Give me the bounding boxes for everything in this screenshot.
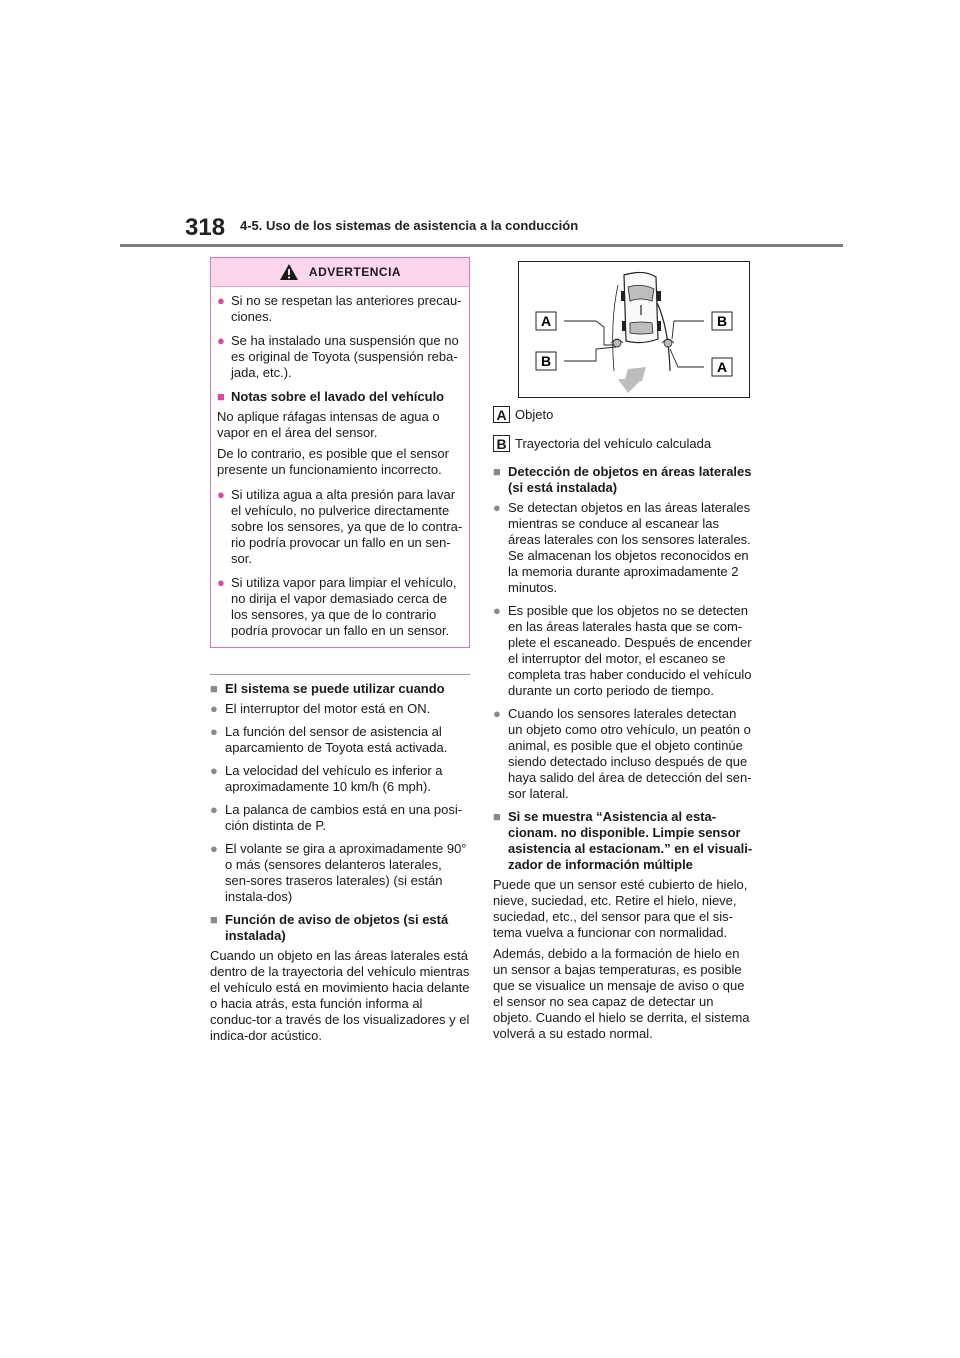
list-item: [210, 802, 470, 834]
list-item: [210, 841, 470, 905]
left-column: [210, 257, 470, 1049]
warning-header: [211, 258, 469, 287]
car-icon: [621, 272, 661, 342]
warning-paragraph: De lo contrario, es posible que el sensor presente un funcionamiento incorrecto.: [217, 446, 449, 477]
bullet-icon: ●: [210, 763, 218, 778]
warning-item-text: Si no se respetan las anteriores precau-ciones.: [231, 293, 462, 324]
list-item-text: Se detectan objetos en las áreas laterales mientras se conduce al escanear las áreas laterales con los sensores laterales. Se almacenan los objetos reconocidos en la memoria durante aproximadamente 2 minutos.: [508, 500, 751, 595]
section-paragraph: Además, debido a la formación de hielo en un sensor a bajas temperaturas, es posible que se visualice un mensaje de aviso o que el sensor no sea capaz de detectar un objeto. Cuando el hielo se derrita, el sistema volverá a su estado normal.: [493, 946, 750, 1041]
section-paragraph: Cuando un objeto en las áreas laterales está dentro de la trayectoria del vehículo mientras el vehículo está en movimiento hacia delante o hacia atrás, esta función informa al conduc-tor a través de los visualizadores y el indica-dor acústico.: [210, 948, 470, 1043]
section-title: 4-5. Uso de los sistemas de asistencia a la conducción: [240, 218, 579, 233]
bullet-icon: ●: [210, 724, 218, 739]
section-heading: [210, 681, 470, 697]
label-a-right: A: [716, 359, 728, 375]
warning-paragraph: No aplique ráfagas intensas de agua o vapor en el área del sensor.: [217, 409, 440, 440]
list-item: [210, 724, 470, 756]
warning-item: [217, 487, 463, 567]
square-bullet-icon: ■: [217, 389, 225, 404]
warning-title: ADVERTENCIA: [308, 265, 402, 279]
warning-subheading-text: Notas sobre el lavado del vehículo: [231, 389, 445, 404]
header-rule: [120, 244, 843, 247]
section-heading: [210, 912, 470, 944]
list-item-text: La palanca de cambios está en una posi-ción distinta de P.: [225, 802, 463, 833]
warning-item-text: Si utiliza agua a alta presión para lavar el vehículo, no pulverice directamente sobre los sensores, ya que de lo contra-rio podría provocar un fallo en un sen-sor.: [231, 487, 463, 566]
bullet-icon: ●: [217, 575, 225, 590]
section-paragraph: Puede que un sensor esté cubierto de hielo, nieve, suciedad, etc. Retire el hielo, nieve, suciedad, etc., del sensor para que el sis-tema vuelva a funcionar con normalidad.: [493, 877, 748, 940]
label-b-right: B: [716, 313, 728, 329]
section-heading-text: Detección de objetos en áreas laterales (si está instalada): [508, 464, 752, 495]
list-item: [493, 603, 753, 699]
list-item-text: Es posible que los objetos no se detecten en las áreas laterales hasta que se com-plete el escaneado. Después de encender el interruptor del motor, el escaneo se completa tras haber conducido el vehículo durante un corto periodo de tiempo.: [508, 603, 752, 698]
square-bullet-icon: ■: [493, 809, 501, 824]
page-number: 318: [185, 214, 226, 241]
list-item-text: La función del sensor de asistencia al aparcamiento de Toyota está activada.: [225, 724, 448, 755]
bullet-icon: ●: [217, 487, 225, 502]
section-heading: [493, 809, 753, 873]
legend-key: B: [493, 435, 510, 452]
list-item: [493, 500, 753, 596]
bullet-icon: ●: [210, 701, 218, 716]
section-heading: [493, 464, 753, 496]
list-item-text: El interruptor del motor está en ON.: [225, 701, 431, 716]
legend-text: Objeto: [515, 406, 554, 422]
right-column: [493, 261, 753, 1047]
section-heading-text: El sistema se puede utilizar cuando: [225, 681, 445, 696]
warning-triangle-icon: [279, 263, 299, 281]
list-item: [210, 701, 470, 717]
warning-subheading: [217, 389, 463, 405]
bullet-icon: ●: [217, 333, 225, 348]
list-item-text: El volante se gira a aproximadamente 90° o más (sensores delanteros laterales, sen-sores traseros laterales) (si están instala-dos): [225, 841, 467, 904]
square-bullet-icon: ■: [210, 681, 218, 696]
detection-diagram-svg: [518, 261, 750, 398]
bullet-icon: ●: [493, 706, 501, 721]
warning-box: [210, 257, 470, 648]
list-item: [210, 763, 470, 795]
warning-item-text: Si utiliza vapor para limpiar el vehículo, no dirija el vapor demasiado cerca de los sensores, ya que de lo contrario podría provocar un fallo en un sensor.: [231, 575, 457, 638]
warning-item-text: Se ha instalado una suspensión que no es original de Toyota (suspensión reba-jada, etc.).: [231, 333, 459, 380]
legend-key: A: [493, 406, 510, 423]
list-item-text: La velocidad del vehículo es inferior a aproximadamente 10 km/h (6 mph).: [225, 763, 443, 794]
square-bullet-icon: ■: [210, 912, 218, 927]
square-bullet-icon: ■: [493, 464, 501, 479]
list-item: [493, 706, 753, 802]
legend-text: Trayectoria del vehículo calculada: [515, 435, 712, 451]
warning-item: [217, 293, 463, 325]
section-heading-text: Función de aviso de objetos (si está instalada): [225, 912, 449, 943]
label-b-left: B: [540, 353, 552, 369]
warning-item: [217, 575, 463, 639]
bullet-icon: ●: [217, 293, 225, 308]
legend-item: [493, 406, 753, 423]
list-item-text: Cuando los sensores laterales detectan un objeto como otro vehículo, un peatón o animal, es posible que el objeto continúe siendo detectado incluso después de que haya salido del área de detección del sen-sor lateral.: [508, 706, 752, 801]
legend-item: [493, 435, 753, 452]
bullet-icon: ●: [210, 841, 218, 856]
section-heading-text: Si se muestra “Asistencia al esta-cionam. no disponible. Limpie sensor asistencia al estacionam.” en el visuali-zador de información múltiple: [508, 809, 753, 872]
bullet-icon: ●: [493, 500, 501, 515]
label-a-left: A: [540, 313, 552, 329]
bullet-icon: ●: [210, 802, 218, 817]
bullet-icon: ●: [493, 603, 501, 618]
warning-item: [217, 333, 463, 381]
warning-body: [211, 287, 469, 639]
detection-diagram: [518, 261, 750, 398]
section-divider: [210, 674, 470, 675]
